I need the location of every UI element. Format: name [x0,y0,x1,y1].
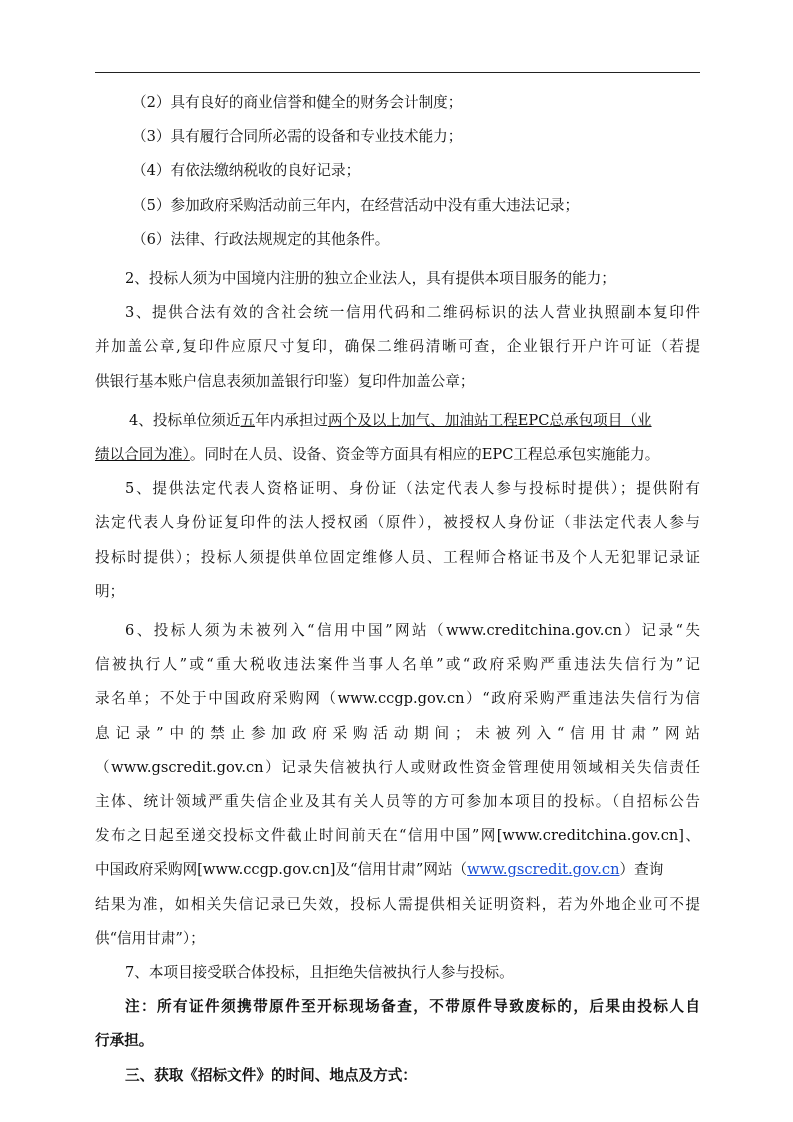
paragraph-line: 信被执行人”或“重大税收违法案件当事人名单”或“政府采购严重违法失信行为”记 [95,656,700,674]
paragraph-line: 并加盖公章,复印件应原尺寸复印，确保二维码清晰可查，企业银行开户许可证（若提 [95,338,700,356]
paragraph-line: 供“信用甘肃”）； [95,929,205,947]
underlined-requirement: 绩以合同为准） [95,446,190,464]
paragraph-7: 7、本项目接受联合体投标，且拒绝失信被执行人参与投标。 [125,964,514,982]
paragraph-6 [95,614,700,956]
document-body [95,86,700,1093]
paragraph-5 [95,472,700,609]
paragraph-line: 结果为准，如相关失信记录已失效，投标人需提供相关证明资料，若为外地企业可不提 [95,895,700,913]
paragraph-line: 5、提供法定代表人资格证明、身份证（法定代表人参与投标时提供）；提供附有 [125,480,700,498]
note-line: 行承担。 [95,1032,154,1050]
paragraph-line: 中国政府采购网[www.ccgp.gov.cn]及“信用甘肃”网站（www.gscredit.gov.cn）查询 [95,861,664,879]
paragraph-line: 发布之日起至递交投标文件截止时间前天在“信用中国”网[www.creditchina.gov.cn]、 [95,827,700,845]
paragraph-line: 投标时提供）；投标人须提供单位固定维修人员、工程师合格证书及个人无犯罪记录证 [95,548,700,566]
condition-item: （5）参加政府采购活动前三年内，在经营活动中没有重大违法记录； [132,196,580,214]
paragraph-line: 3、提供合法有效的含社会统一信用代码和二维码标识的法人营业执照副本复印件 [125,304,700,322]
paragraph-line: 主体、统计领域严重失信企业及其有关人员等的方可参加本项目的投标。（自招标公告 [95,793,700,811]
paragraph-line: 4、投标单位须近五年内承担过两个及以上加气、加油站工程EPC总承包项目（业 [129,411,652,429]
paragraph-line: 绩以合同为准）。同时在人员、设备、资金等方面具有相应的EPC工程总承包实施能力。 [95,446,660,464]
paragraph-4 [95,404,700,472]
paragraph-line: 息记录”中的禁止参加政府采购活动期间；未被列入“信用甘肃”网站 [95,724,700,742]
condition-item: （4）有依法缴纳税收的良好记录； [132,162,361,180]
condition-item: （6）法律、行政法规规定的其他条件。 [132,230,390,248]
paragraph-line: （www.gscredit.gov.cn）记录失信被执行人或财政性资金管理使用领域相关失信责任 [95,758,700,776]
header-rule [95,72,700,73]
note [95,990,700,1058]
paragraph-line: 供银行基本账户信息表须加盖银行印鉴）复印件加盖公章； [95,372,475,390]
underlined-requirement: 两个及以上加气、加油站工程EPC总承包项目（业 [328,411,652,429]
note-line: 注：所有证件须携带原件至开标现场备查，不带原件导致废标的，后果由投标人自 [125,998,700,1016]
section-heading: 三、获取《招标文件》的时间、地点及方式： [125,1066,417,1084]
paragraph-line: 法定代表人身份证复印件的法人授权函（原件），被授权人身份证（非法定代表人参与 [95,514,700,532]
paragraph-3 [95,296,700,399]
paragraph-2: 2、投标人须为中国境内注册的独立企业法人，具有提供本项目服务的能力； [125,270,616,288]
condition-item: （3）具有履行合同所必需的设备和专业技术能力； [132,128,463,146]
condition-item: （2）具有良好的商业信誉和健全的财务会计制度； [132,94,463,111]
underlined-years: 五 [240,411,256,429]
gscredit-link[interactable]: www.gscredit.gov.cn [467,861,620,879]
paragraph-line: 录名单；不处于中国政府采购网（www.ccgp.gov.cn）“政府采购严重违法失信行为信 [95,690,700,708]
paragraph-line: 6、投标人须为未被列入“信用中国”网站（www.creditchina.gov.cn）记录“失 [125,622,700,640]
paragraph-line: 明； [95,582,125,600]
